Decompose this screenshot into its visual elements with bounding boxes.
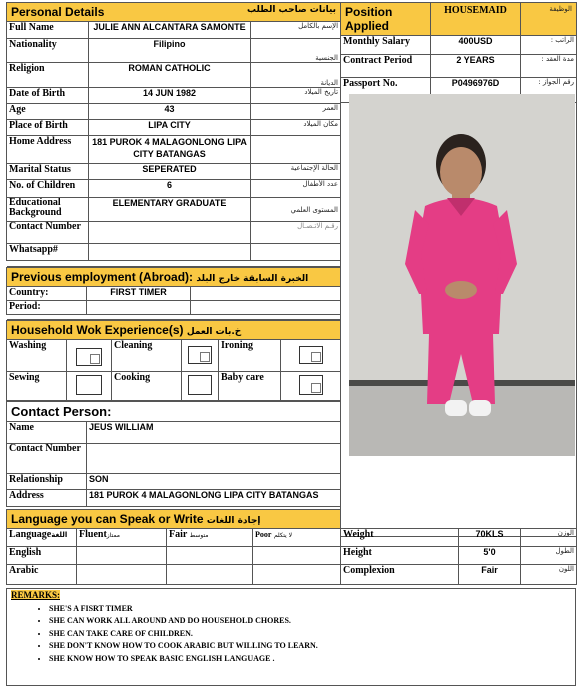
household-header (7, 321, 341, 340)
row-label-ar (251, 136, 341, 164)
remark-item: • SHE CAN TAKE CARE OF CHILDREN. (49, 628, 575, 640)
row-label: Religion (7, 63, 89, 88)
contact-person-title: Contact Person: (7, 402, 341, 422)
washing-checkbox-cell (67, 340, 112, 372)
remark-item: • SHE'S A FISRT TIMER (49, 603, 575, 615)
full-name-value: JULIE ANN ALCANTARA SAMONTE (89, 22, 251, 39)
inner-checkbox (90, 354, 100, 364)
salary-value: 400USD (431, 36, 521, 55)
contact-number-label: Contact Number (7, 444, 87, 474)
period-label: Period: (7, 301, 87, 315)
weight-value: 70KLS (459, 529, 521, 547)
row-label: Nationality (7, 39, 89, 63)
language-title-ar: إجادة اللغات (206, 516, 261, 526)
row-label-ar: الإسم بالكامل (251, 22, 341, 39)
row-label-ar: الوزن (521, 529, 577, 547)
sewing-checkbox[interactable] (76, 375, 102, 395)
household-title-ar: خ.بات العمل (186, 327, 242, 337)
row-label: Monthly Salary (341, 36, 431, 55)
remarks-list (7, 603, 575, 665)
english-fair-cell[interactable] (167, 547, 253, 565)
skill-label: Baby care (219, 372, 281, 401)
whatsapp-value (89, 244, 251, 261)
inner-checkbox (311, 383, 321, 393)
remarks-box (6, 588, 576, 686)
row-label-ar: عدد الأطفال (251, 180, 341, 198)
contact-number-value (89, 222, 251, 244)
row-label: Contract Period (341, 55, 431, 78)
row-label-ar: تاريخ الميلاد (251, 88, 341, 104)
relationship-value: SON (87, 474, 341, 490)
arabic-poor-cell[interactable] (253, 565, 341, 585)
period-value (87, 301, 191, 315)
skill-label: Washing (7, 340, 67, 372)
language-col-label: Language (9, 529, 52, 540)
row-label-ar: الطول (521, 547, 577, 565)
row-label: Date of Birth (7, 88, 89, 104)
country-value: FIRST TIMER (87, 287, 191, 301)
remark-item: • SHE DON'T KNOW HOW TO COOK ARABIC BUT WILLING TO LEARN. (49, 640, 575, 652)
position-title: Position Applied (341, 3, 431, 36)
name-label: Name (7, 422, 87, 444)
fair-header-cell (167, 529, 253, 547)
fluent-label-ar: ممتاز (106, 532, 120, 539)
english-fluent-cell[interactable] (77, 547, 167, 565)
age-value: 43 (89, 104, 251, 120)
row-label-ar: رقـم الاتـصـال (251, 222, 341, 244)
skill-label: Sewing (7, 372, 67, 401)
remark-item: • SHE KNOW HOW TO SPEAK BASIC ENGLISH LANGUAGE . (49, 653, 575, 665)
fair-label: Fair (169, 529, 188, 540)
row-label-ar: اللون (521, 565, 577, 585)
previous-employment-title-ar: الخبرة السابقة خارج البلد (196, 274, 309, 284)
row-label: Place of Birth (7, 120, 89, 136)
inner-checkbox (200, 352, 210, 362)
place-of-birth-value: LIPA CITY (89, 120, 251, 136)
religion-value: ROMAN CATHOLIC (89, 63, 251, 88)
position-value: HOUSEMAID (431, 3, 521, 36)
spacer (7, 261, 341, 267)
complexion-value: Fair (459, 565, 521, 585)
address-label: Address (7, 490, 87, 507)
relationship-label: Relationship (7, 474, 87, 490)
personal-details-title: Personal Details (11, 5, 105, 19)
marital-status-value: SEPERATED (89, 164, 251, 180)
skill-label: Cleaning (112, 340, 182, 372)
spacer (7, 315, 341, 320)
cooking-checkbox[interactable] (188, 375, 212, 395)
position-label-ar: الوظيفة (521, 3, 577, 36)
contact-address-value: 181 PUROK 4 MALAGONLONG LIPA CITY BATANGAS (87, 490, 341, 507)
row-label: No. of Children (7, 180, 89, 198)
contact-name-value: JEUS WILLIAM (87, 422, 341, 444)
poor-header-cell (253, 529, 341, 547)
row-label: Age (7, 104, 89, 120)
row-label: Weight (341, 529, 459, 547)
row-label-ar: الحالة الإجتماعية (251, 164, 341, 180)
arabic-fluent-cell[interactable] (77, 565, 167, 585)
washing-checkbox[interactable] (76, 348, 102, 366)
contact-number-value (87, 444, 341, 474)
arabic-fair-cell[interactable] (167, 565, 253, 585)
row-label-ar: المستوى العلمي (251, 198, 341, 222)
fair-label-ar: متوسط (189, 532, 209, 539)
babycare-checkbox[interactable] (299, 375, 323, 395)
sewing-checkbox-cell (67, 372, 112, 401)
country-label: Country: (7, 287, 87, 301)
left-column (6, 2, 340, 529)
skill-label: Cooking (112, 372, 182, 401)
language-col-label-ar: اللغة (51, 531, 68, 539)
previous-employment-title: Previous employment (Abroad): (11, 270, 194, 284)
row-label-ar: مدة العقد : (521, 55, 577, 78)
remark-item: • SHE CAN WORK ALL AROUND AND DO HOUSEHOLD CHORES. (49, 615, 575, 627)
blank-cell (191, 287, 341, 301)
row-label-ar (251, 244, 341, 261)
language-table (6, 528, 577, 585)
row-label: Contact Number (7, 222, 89, 244)
row-label-ar: الجنسية (251, 39, 341, 63)
personal-details-title-ar: بيانات صاحب الطلب (246, 5, 337, 15)
contact-person-table (6, 401, 341, 529)
height-value: 5'0 (459, 547, 521, 565)
row-label: Height (341, 547, 459, 565)
remarks-header (7, 589, 575, 601)
language-name: English (7, 547, 77, 565)
row-label: Home Address (7, 136, 89, 164)
previous-employment-header (7, 268, 341, 287)
row-label-ar: رقم الجواز : (521, 78, 577, 103)
poor-label: Poor (255, 530, 272, 539)
personal-details-table (6, 2, 341, 267)
passport-value: P0496976D (431, 78, 521, 103)
cooking-checkbox-cell (182, 372, 219, 401)
applicant-photo (349, 94, 575, 456)
remarks-title: REMARKS: (11, 590, 60, 600)
fluent-label: Fluent (79, 529, 107, 540)
ironing-checkbox[interactable] (299, 346, 323, 364)
cleaning-checkbox[interactable] (188, 346, 212, 364)
row-label-ar: العمر (251, 104, 341, 120)
ironing-checkbox-cell (281, 340, 341, 372)
poor-label-ar: لا يتكلم (273, 532, 293, 539)
row-label-ar: مكان الميلاد (251, 120, 341, 136)
household-table (6, 320, 341, 401)
household-title: Household Wok Experience(s) (11, 323, 184, 337)
date-of-birth-value: 14 JUN 1982 (89, 88, 251, 104)
inner-checkbox (311, 352, 321, 362)
education-value: ELEMENTARY GRADUATE (89, 198, 251, 222)
language-physical-section (6, 528, 576, 585)
row-label-ar: الراتب : (521, 36, 577, 55)
language-name: Arabic (7, 565, 77, 585)
fluent-header-cell (77, 529, 167, 547)
language-header-cell (7, 529, 77, 547)
row-label: Passport No. (341, 78, 431, 103)
row-label: Educational Background (7, 198, 89, 222)
row-label: Full Name (7, 22, 89, 39)
previous-employment-table (6, 267, 341, 320)
home-address-value: 181 PUROK 4 MALAGONLONG LIPA CITY BATANGAS (89, 136, 251, 164)
row-label: Complexion (341, 565, 459, 585)
row-label: Marital Status (7, 164, 89, 180)
skill-label: Ironing (219, 340, 281, 372)
row-label-ar: الديانة (251, 63, 341, 88)
row-label: Whatsapp# (7, 244, 89, 261)
babycare-checkbox-cell (281, 372, 341, 401)
nationality-value: Filipino (89, 39, 251, 63)
children-value: 6 (89, 180, 251, 198)
contract-value: 2 YEARS (431, 55, 521, 78)
language-header (7, 510, 341, 529)
person-illustration (349, 94, 575, 456)
language-title: Language you can Speak or Write (11, 512, 204, 526)
cleaning-checkbox-cell (182, 340, 219, 372)
blank-cell (191, 301, 341, 315)
personal-details-header (7, 3, 341, 22)
english-poor-cell[interactable] (253, 547, 341, 565)
